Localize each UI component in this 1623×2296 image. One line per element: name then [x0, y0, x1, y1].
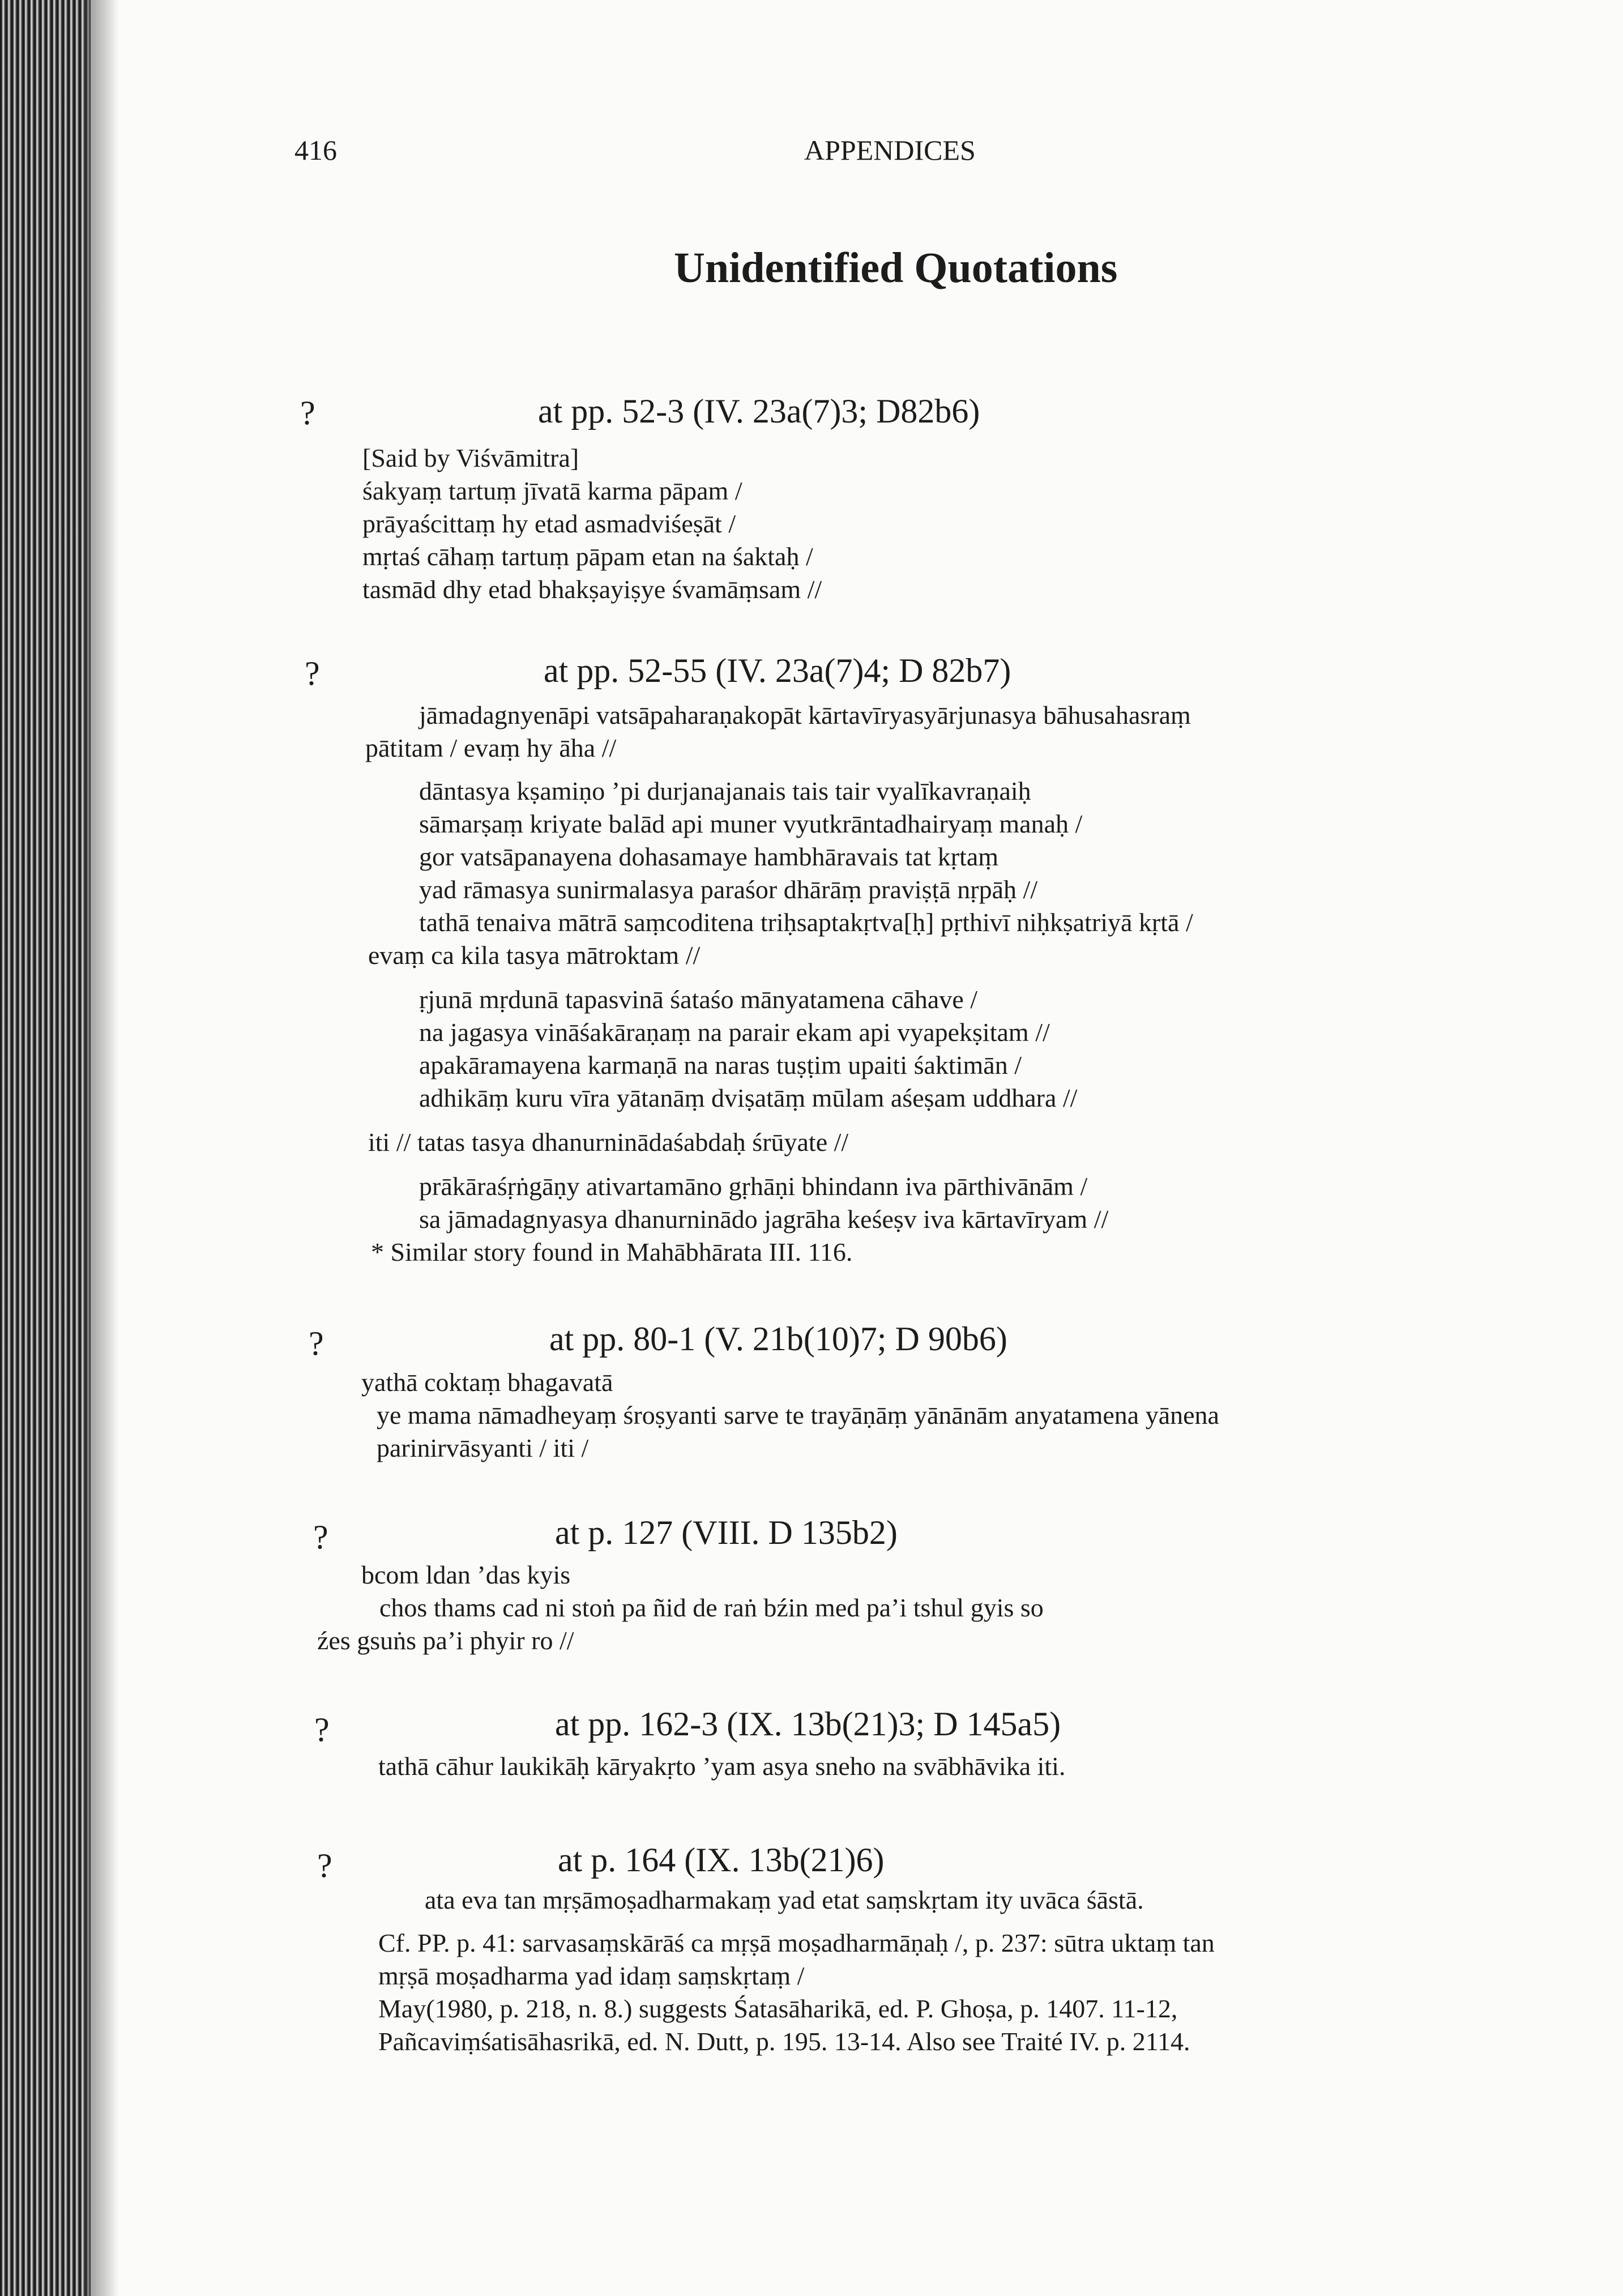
entry-heading: at pp. 80-1 (V. 21b(10)7; D 90b6) — [549, 1320, 1007, 1358]
entry-heading: at pp. 52-3 (IV. 23a(7)3; D82b6) — [538, 392, 980, 430]
entry-line: apakāramayena karmaṇā na naras tuṣṭim upaiti śaktimān / — [419, 1051, 1022, 1079]
entry-line: ye mama nāmadheyaṃ śroṣyanti sarve te trayāṇāṃ yānānām anyatamena yānena — [377, 1401, 1219, 1429]
entry-line: [Said by Viśvāmitra] — [362, 443, 579, 472]
entry-line: sa jāmadagnyasya dhanurninādo jagrāha keśeṣv iva kārtavīryam // — [419, 1205, 1109, 1234]
entry-line: chos thams cad ni stoṅ pa ñid de raṅ bźin med pa’i tshul gyis so — [379, 1593, 1044, 1622]
entry-line: adhikāṃ kuru vīra yātanāṃ dviṣatāṃ mūlam aśeṣam uddhara // — [419, 1083, 1078, 1112]
entry-line: pātitam / evaṃ hy āha // — [365, 733, 617, 762]
entry-line: May(1980, p. 218, n. 8.) suggests Śatasāharikā, ed. P. Ghoṣa, p. 1407. 11-12, — [378, 1994, 1178, 2023]
footnote-line: * Similar story found in Mahābhārata III. 116. — [371, 1237, 853, 1266]
entry-heading: at p. 164 (IX. 13b(21)6) — [558, 1841, 885, 1879]
entry-line: yathā coktaṃ bhagavatā — [361, 1368, 613, 1397]
entry-line: Pañcaviṃśatisāhasrikā, ed. N. Dutt, p. 195. 13-14. Also see Traité IV. p. 2114. — [378, 2027, 1190, 2056]
query-mark: ? — [313, 1518, 328, 1556]
entry-line: sāmarṣaṃ kriyate balād api muner vyutkrāntadhairyaṃ manaḥ / — [419, 809, 1083, 838]
entry-line: yad rāmasya sunirmalasya paraśor dhārāṃ praviṣṭā nṛpāḥ // — [419, 875, 1038, 904]
entry-line: mṛtaś cāhaṃ tartuṃ pāpam etan na śaktaḥ / — [362, 542, 813, 571]
query-mark: ? — [300, 394, 315, 432]
book-spine-shadow — [0, 0, 91, 2296]
page-title: Unidentified Quotations — [674, 244, 1118, 292]
query-mark: ? — [309, 1325, 324, 1362]
entry-line: ata eva tan mṛṣāmoṣadharmakaṃ yad etat saṃskṛtam ity uvāca śāstā. — [425, 1885, 1144, 1914]
entry-line: iti // tatas tasya dhanurninādaśabdaḥ śrūyate // — [368, 1128, 849, 1156]
entry-line: prāyaścittaṃ hy etad asmadviśeṣāt / — [362, 509, 736, 538]
page-number: 416 — [294, 134, 337, 166]
query-mark: ? — [317, 1847, 332, 1884]
entry-line: Cf. PP. p. 41: sarvasaṃskārāś ca mṛṣā moṣadharmāṇaḥ /, p. 237: sūtra uktaṃ tan — [378, 1928, 1215, 1957]
gutter-shadow — [85, 0, 119, 2296]
query-mark: ? — [305, 655, 320, 692]
entry-line: evaṃ ca kila tasya mātroktam // — [368, 941, 701, 970]
entry-line: jāmadagnyenāpi vatsāpaharaṇakopāt kārtavīryasyārjunasya bāhusahasraṃ — [419, 701, 1191, 729]
entry-line: tathā tenaiva mātrā saṃcoditena triḥsaptakṛtva[ḥ] pṛthivī niḥkṣatriyā kṛtā / — [419, 908, 1193, 937]
entry-line: bcom ldan ’das kyis — [361, 1560, 571, 1589]
entry-line: śakyaṃ tartuṃ jīvatā karma pāpam / — [362, 476, 742, 505]
entry-line: na jagasya vināśakāraṇaṃ na parair ekam api vyapekṣitam // — [419, 1018, 1050, 1047]
entry-line: mṛṣā moṣadharma yad idaṃ saṃskṛtaṃ / — [378, 1961, 805, 1990]
entry-line: tathā cāhur laukikāḥ kāryakṛto ’yam asya sneho na svābhāvika iti. — [378, 1752, 1066, 1781]
entry-line: tasmād dhy etad bhakṣayiṣye śvamāṃsam // — [362, 575, 822, 604]
entry-heading: at p. 127 (VIII. D 135b2) — [555, 1514, 898, 1551]
entry-heading: at pp. 52-55 (IV. 23a(7)4; D 82b7) — [544, 652, 1011, 689]
entry-line: dāntasya kṣamiṇo ’pi durjanajanais tais tair vyalīkavraṇaiḥ — [419, 776, 1031, 805]
entry-heading: at pp. 162-3 (IX. 13b(21)3; D 145a5) — [555, 1705, 1061, 1743]
query-mark: ? — [314, 1711, 330, 1748]
entry-line: parinirvāsyanti / iti / — [377, 1433, 589, 1462]
entry-line: ṛjunā mṛdunā tapasvinā śataśo mānyatamena cāhave / — [419, 985, 978, 1014]
entry-line: prākāraśṛṅgāṇy ativartamāno gṛhāṇi bhindann iva pārthivānām / — [419, 1172, 1088, 1201]
running-head: APPENDICES — [804, 134, 976, 166]
entry-line: gor vatsāpanayena dohasamaye hambhāravais tat kṛtaṃ — [419, 842, 999, 871]
entry-line: źes gsuṅs pa’i phyir ro // — [317, 1626, 574, 1655]
